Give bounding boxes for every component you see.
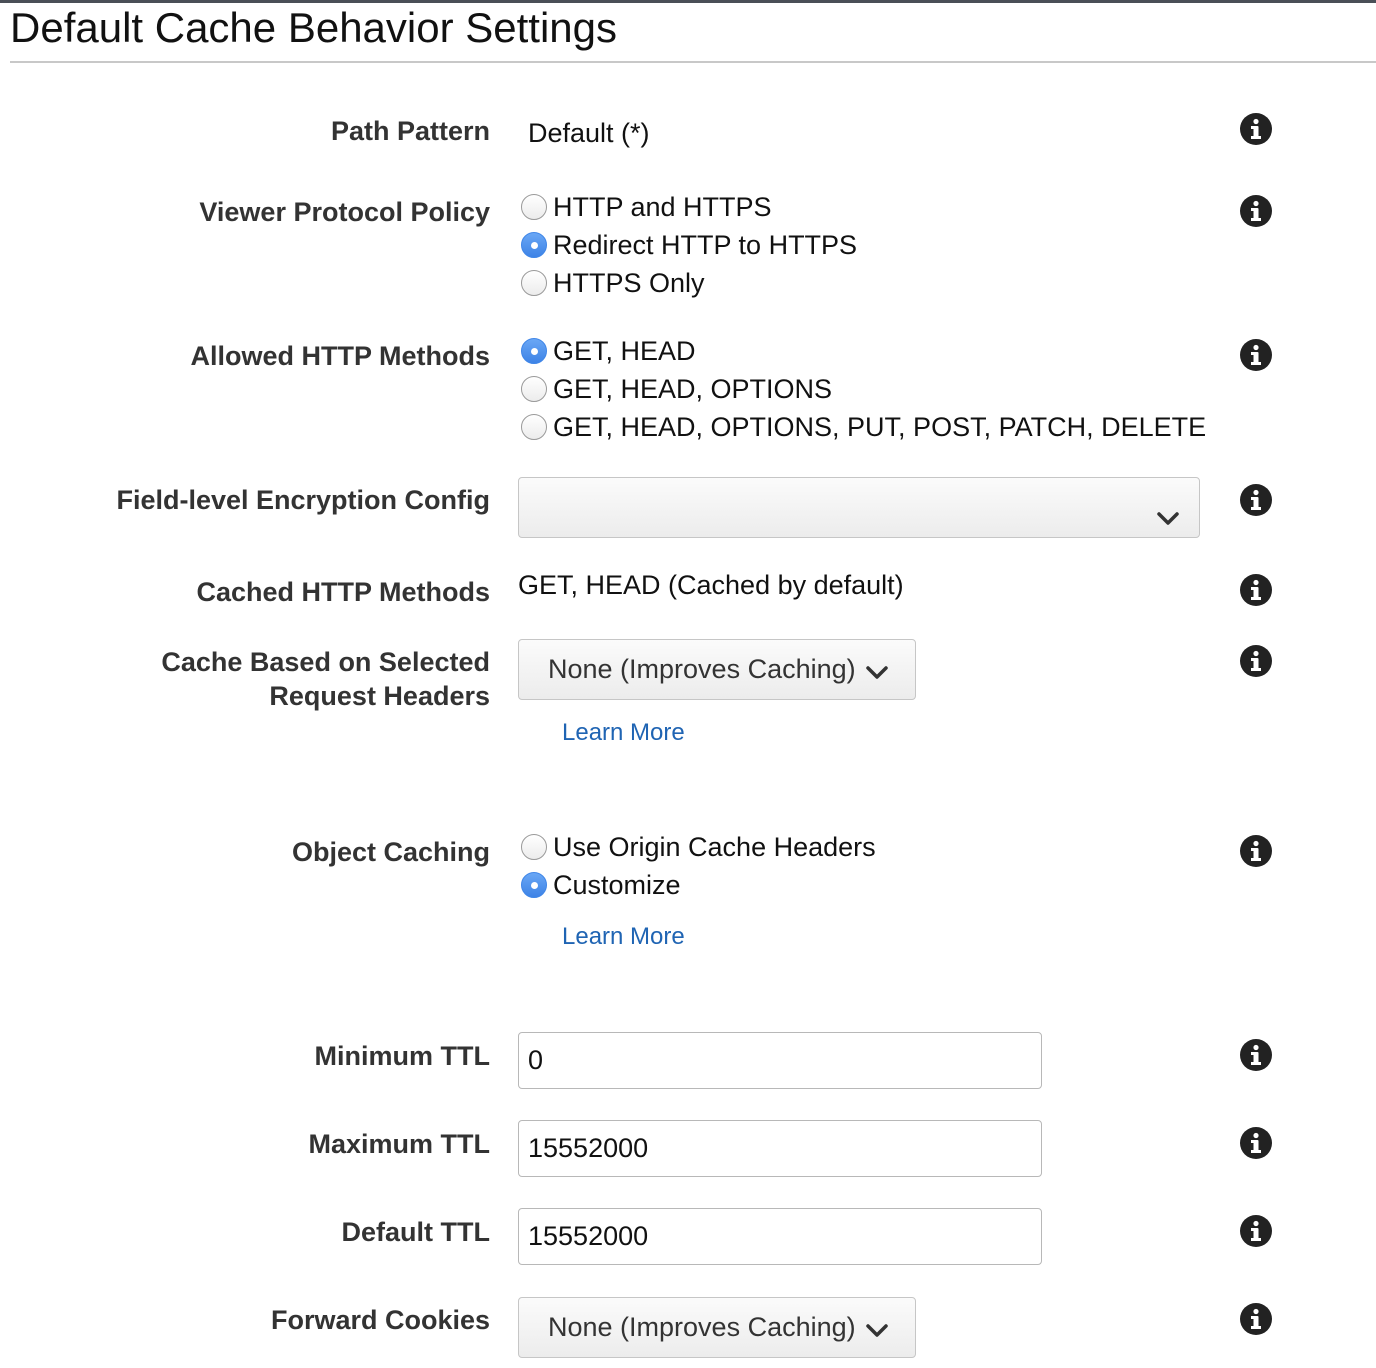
radio-get-head-options[interactable] — [521, 370, 832, 408]
cached-http-methods-label: Cached HTTP Methods — [196, 577, 490, 607]
radio-label: Use Origin Cache Headers — [553, 831, 876, 862]
radio-label: GET, HEAD — [553, 335, 696, 366]
minimum-ttl-input[interactable] — [518, 1032, 1042, 1089]
radio-http-and-https[interactable] — [521, 188, 772, 226]
info-icon[interactable] — [1240, 484, 1272, 516]
cache-headers-value: None (Improves Caching) — [548, 654, 856, 684]
forward-cookies-value: None (Improves Caching) — [548, 1312, 856, 1342]
default-ttl-input[interactable] — [518, 1208, 1042, 1265]
info-icon[interactable] — [1240, 835, 1272, 867]
radio-redirect-http-to-https[interactable] — [521, 226, 857, 264]
maximum-ttl-label: Maximum TTL — [308, 1129, 490, 1159]
object-caching-learn-more-link[interactable]: Learn More — [562, 923, 685, 950]
object-caching-label: Object Caching — [291, 837, 490, 867]
cache-headers-select[interactable] — [518, 639, 916, 700]
radio-label: GET, HEAD, OPTIONS — [553, 373, 833, 404]
radio-label: HTTPS Only — [553, 267, 705, 298]
info-icon[interactable] — [1240, 574, 1272, 606]
forward-cookies-select[interactable] — [518, 1297, 916, 1358]
info-icon[interactable] — [1240, 1127, 1272, 1159]
radio-label: GET, HEAD, OPTIONS, PUT, POST, PATCH, DELETE — [553, 411, 1207, 442]
maximum-ttl-input[interactable] — [518, 1120, 1042, 1177]
radio-button[interactable] — [521, 414, 547, 440]
cache-headers-label-line2: Request Headers — [269, 681, 490, 711]
path-pattern-label: Path Pattern — [330, 116, 490, 146]
radio-button[interactable] — [521, 270, 547, 296]
radio-button[interactable] — [521, 834, 547, 860]
info-icon[interactable] — [1240, 1215, 1272, 1247]
cache-headers-learn-more-link[interactable]: Learn More — [562, 719, 685, 746]
info-icon[interactable] — [1240, 1303, 1272, 1335]
radio-label: Customize — [553, 869, 681, 900]
minimum-ttl-label: Minimum TTL — [314, 1041, 490, 1071]
info-icon[interactable] — [1240, 1039, 1272, 1071]
radio-get-head[interactable] — [521, 332, 696, 370]
radio-label: HTTP and HTTPS — [553, 191, 772, 222]
radio-button[interactable] — [521, 194, 547, 220]
radio-https-only[interactable] — [521, 264, 705, 302]
field-level-encryption-select[interactable] — [518, 477, 1200, 538]
radio-label: Redirect HTTP to HTTPS — [553, 229, 858, 260]
radio-button-selected[interactable] — [521, 872, 547, 898]
field-level-encryption-label: Field-level Encryption Config — [116, 485, 490, 515]
radio-button[interactable] — [521, 376, 547, 402]
page-title: Default Cache Behavior Settings — [10, 4, 618, 51]
chevron-down-icon — [866, 656, 888, 687]
radio-all-methods[interactable] — [521, 408, 1206, 446]
viewer-protocol-policy-label: Viewer Protocol Policy — [199, 197, 490, 227]
cached-http-methods-value: GET, HEAD (Cached by default) — [518, 570, 904, 600]
forward-cookies-label: Forward Cookies — [270, 1305, 490, 1335]
radio-button-selected[interactable] — [521, 232, 547, 258]
cache-headers-label-line1: Cache Based on Selected — [161, 647, 490, 677]
chevron-down-icon — [866, 1314, 888, 1345]
default-ttl-label: Default TTL — [341, 1217, 490, 1247]
info-icon[interactable] — [1240, 195, 1272, 227]
allowed-http-methods-label: Allowed HTTP Methods — [190, 341, 490, 371]
radio-button-selected[interactable] — [521, 338, 547, 364]
info-icon[interactable] — [1240, 645, 1272, 677]
path-pattern-value: Default (*) — [528, 118, 650, 148]
chevron-down-icon — [1157, 502, 1179, 533]
radio-customize[interactable] — [521, 866, 681, 904]
info-icon[interactable] — [1240, 339, 1272, 371]
title-divider — [10, 61, 1376, 63]
radio-use-origin-cache-headers[interactable] — [521, 828, 876, 866]
info-icon[interactable] — [1240, 113, 1272, 145]
